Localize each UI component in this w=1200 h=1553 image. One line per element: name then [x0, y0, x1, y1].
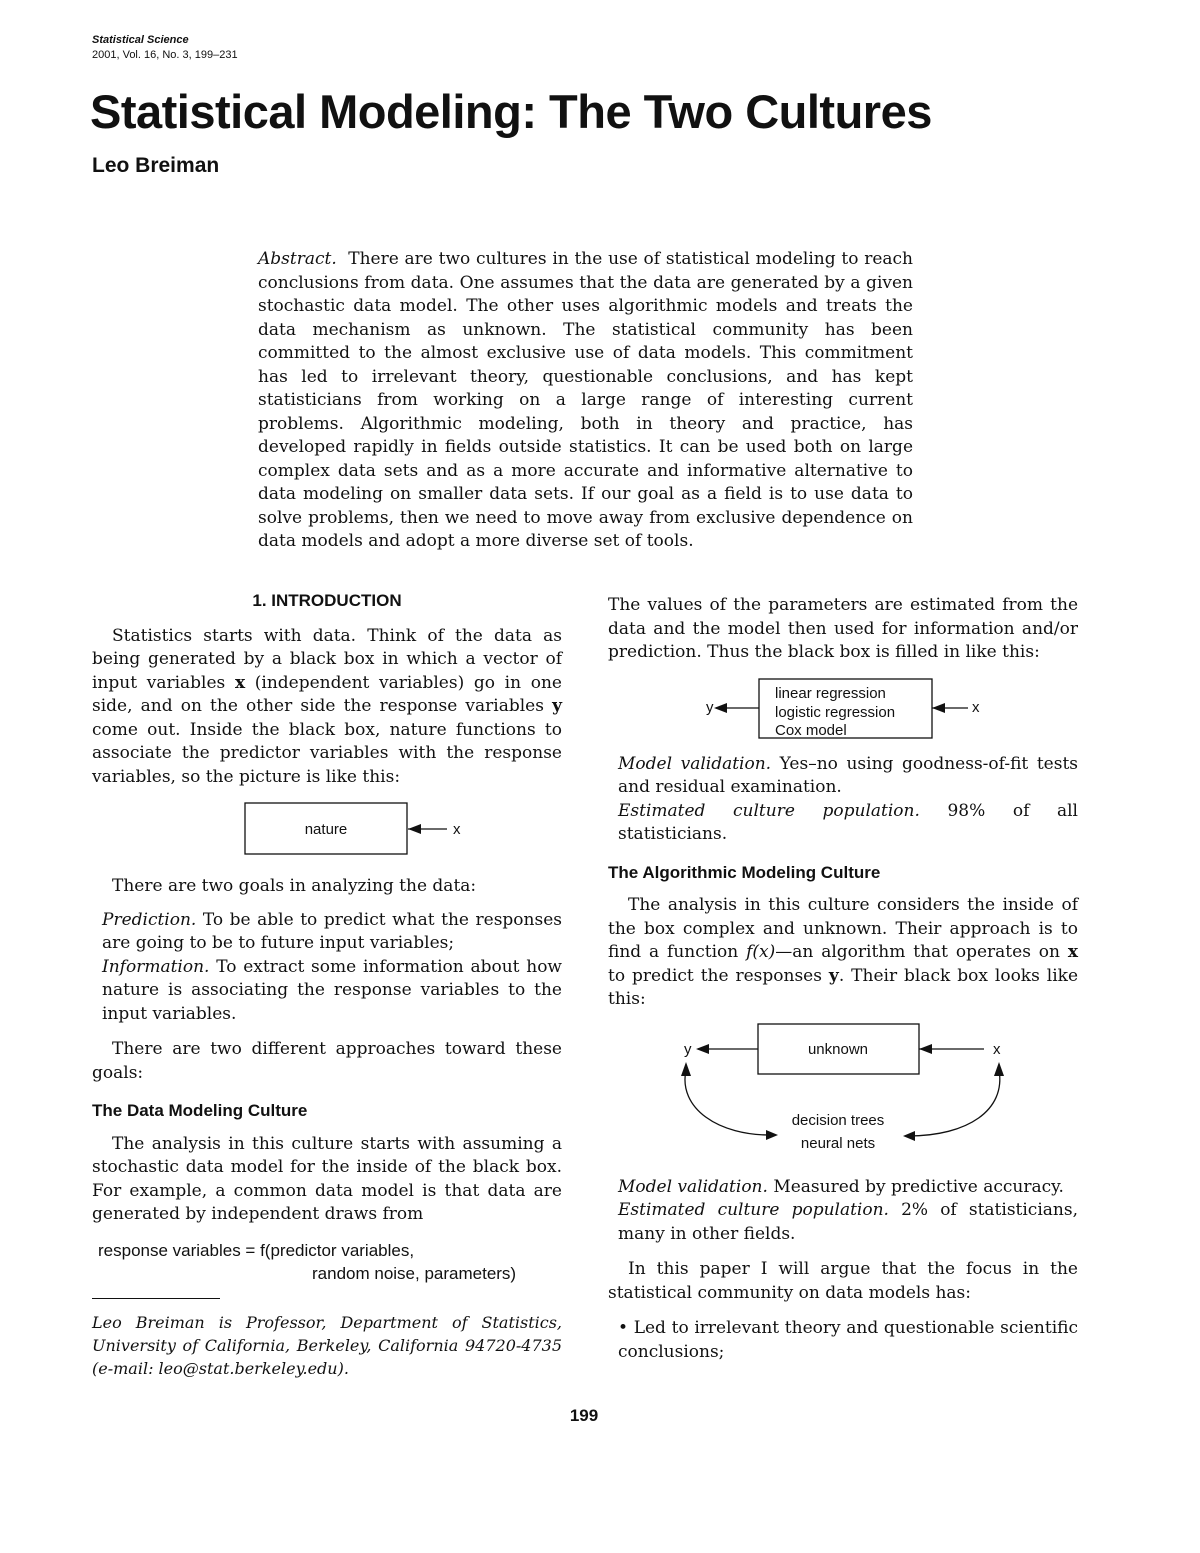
goals-intro: There are two goals in analyzing the data:	[112, 876, 477, 896]
parameters-paragraph: The values of the parameters are estimated from the data and the model then used for information and/or prediction. Thus the black box is filled in like this:	[608, 595, 1078, 662]
culture-population-algorithmic: Estimated culture population. 2% of statisticians, many in other fields.	[618, 1200, 1078, 1244]
left-column	[92, 589, 562, 1286]
abstract-text: There are two cultures in the use of statistical modeling to reach conclusions from data. One assumes that the data are generated by a given stochastic data model. The other uses algorithmic models and treats the data mechanism as unknown. The statistical community has been committed to the almost exclusive use of data models. This commitment has led to irrelevant theory, questionable conclusions, and has kept statisticians from working on a large range of interesting current problems. Algorithmic modeling, both in theory and practice, has developed rapidly in fields outside statistics. It can be used both on large complex data sets and as a more accurate and informative alternative to data modeling on smaller data sets. If our goal as a field is to use data to solve problems, then we need to move away from exclusive dependence on data models and adopt a more diverse set of tools.	[258, 249, 913, 551]
diagram2-y-label: y	[706, 698, 714, 716]
diagram1-input-arrowhead	[408, 824, 421, 834]
prediction-item: Prediction. To be able to predict what the responses are going to be to future input variables;	[102, 909, 562, 953]
abstract	[258, 248, 913, 554]
author-footnote: Leo Breiman is Professor, Department of Statistics, University of California, Berkeley, California 94720-4735 (e-mail: leo@stat.berkeley.edu).	[92, 1313, 562, 1378]
diagram1-box-label: nature	[304, 821, 348, 838]
model-validation-data: Model validation. Yes–no using goodness-of-fit tests and residual examination.	[618, 753, 1078, 797]
equation	[92, 1239, 562, 1286]
diagram3-x-label: x	[993, 1040, 1001, 1058]
equation-line-1: response variables = f(predictor variables,	[98, 1240, 415, 1260]
diagram3-left-curve	[685, 1070, 773, 1135]
diagram3-right-curve-tail-arrowhead	[903, 1131, 915, 1141]
unknown-diagram	[608, 1018, 1078, 1168]
diagram3-left-curve-tail-arrowhead	[766, 1130, 778, 1140]
journal-name: Statistical Science	[92, 34, 189, 46]
diagram1-x-label: x	[453, 821, 461, 838]
diagram3-right-curve	[908, 1070, 1000, 1136]
intro-paragraph: Statistics starts with data. Think of the data as being generated by a black box in which a vector of input variables x (independent variables) go in one side, and on the other side the response variables y come out. Inside the black box, nature functions to associate the predictor variables with the response variables, so the picture is like this:	[92, 625, 562, 787]
diagram3-output-arrowhead	[696, 1044, 709, 1054]
diagram2-input-arrowhead	[932, 703, 945, 713]
regression-diagram	[608, 669, 1078, 747]
diagram2-output-arrowhead	[714, 703, 727, 713]
section-heading-introduction: 1. INTRODUCTION	[252, 591, 402, 610]
right-column	[608, 594, 1078, 1364]
nature-diagram	[92, 793, 562, 865]
diagram3-decision-trees: decision trees	[791, 1111, 885, 1129]
diagram3-box-label: unknown	[807, 1040, 869, 1058]
bullet-item-1: • Led to irrelevant theory and questionable scientific conclusions;	[618, 1318, 1078, 1362]
data-modeling-heading: The Data Modeling Culture	[92, 1101, 308, 1120]
culture-population-data: Estimated culture population. 98% of all statisticians.	[618, 800, 1078, 844]
paper-title: Statistical Modeling: The Two Cultures	[90, 85, 932, 138]
journal-issue: 2001, Vol. 16, No. 3, 199–231	[92, 49, 238, 61]
diagram3-right-curve-arrowhead	[994, 1062, 1004, 1076]
diagram2-line-2: logistic regression	[775, 703, 896, 721]
algorithmic-paragraph: The analysis in this culture considers the inside of the box complex and unknown. Their approach is to find a function f(x)—an algorithm that operates on x to predict the responses y. Their black box looks like this:	[608, 895, 1079, 1009]
paper-author: Leo Breiman	[92, 154, 220, 177]
diagram3-left-curve-arrowhead	[681, 1062, 691, 1076]
equation-line-2: random noise, parameters)	[312, 1264, 517, 1283]
abstract-label: Abstract.	[258, 249, 337, 269]
diagram2-line-1: linear regression	[775, 684, 886, 702]
diagram3-y-label: y	[684, 1040, 692, 1058]
diagram3-input-arrowhead	[919, 1044, 932, 1054]
argue-paragraph: In this paper I will argue that the focus in the statistical community on data models has:	[608, 1259, 1078, 1303]
information-item: Information. To extract some information about how nature is associating the response variables to the input variables.	[102, 956, 562, 1024]
algorithmic-modeling-heading: The Algorithmic Modeling Culture	[608, 862, 881, 882]
journal-header	[92, 33, 238, 63]
diagram3-neural-nets: neural nets	[800, 1134, 876, 1152]
model-validation-algorithmic: Model validation. Measured by predictive accuracy.	[618, 1176, 1064, 1197]
page-number: 199	[569, 1406, 599, 1425]
footnote-rule	[92, 1298, 220, 1299]
diagram2-line-3: Cox model	[775, 721, 847, 739]
diagram2-x-label: x	[972, 698, 980, 716]
data-modeling-paragraph: The analysis in this culture starts with assuming a stochastic data model for the inside of the black box. For example, a common data model is that data are generated by independent draws from	[92, 1133, 562, 1224]
approaches-paragraph: There are two different approaches toward these goals:	[92, 1039, 562, 1083]
